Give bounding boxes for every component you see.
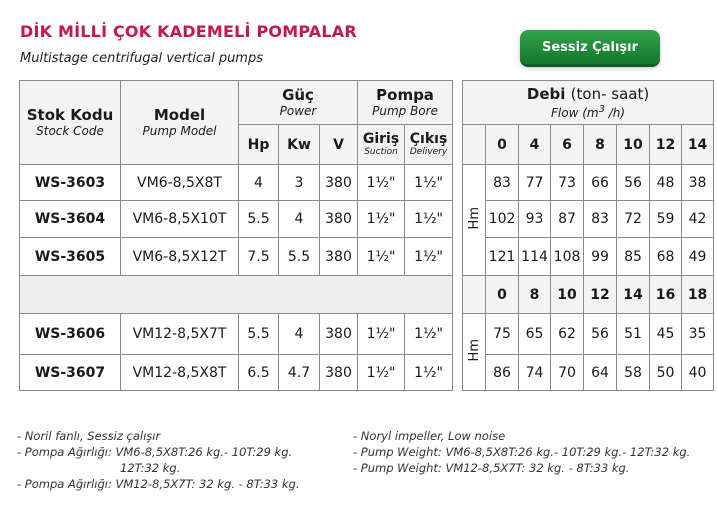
suction-cell: 1½" <box>358 201 405 238</box>
kw-cell: 5.5 <box>279 238 320 276</box>
flow-value-cell: 42 <box>682 201 714 238</box>
hm-header-spacer <box>463 125 486 165</box>
notes-tr <box>17 428 347 492</box>
flow-unit-en-end: /h) <box>604 105 626 120</box>
stock-code-cell: WS-3606 <box>20 314 121 355</box>
flow-value-cell: 50 <box>650 355 682 391</box>
model-label-en: Pump Model <box>142 124 217 138</box>
model-cell: VM6-8,5X8T <box>121 165 239 201</box>
volt-cell: 380 <box>320 238 358 276</box>
flow-col-header: 14 <box>617 276 650 314</box>
column-gap <box>453 276 463 314</box>
note-line: - Noril fanlı, Sessiz çalışır <box>17 429 161 443</box>
flow-value-cell: 62 <box>551 314 584 355</box>
column-gap <box>453 314 463 355</box>
note-line: - Noryl impeller, Low noise <box>353 429 506 443</box>
kw-cell: 4 <box>279 201 320 238</box>
kw-cell: 3 <box>279 165 320 201</box>
power-label-tr: Güç <box>282 86 314 104</box>
stock-code-cell: WS-3605 <box>20 238 121 276</box>
kw-header: Kw <box>279 125 320 165</box>
flow-value-cell: 73 <box>551 165 584 201</box>
power-label-en: Power <box>279 104 317 118</box>
hm-header-spacer <box>463 276 486 314</box>
silent-badge: Sessiz Çalışır <box>520 30 660 64</box>
flow-col-header: 10 <box>617 125 650 165</box>
note-line: - Pompa Ağırlığı: VM6-8,5X8T:26 kg.- 10T:29 kg. <box>17 445 293 459</box>
delivery-cell: 1½" <box>405 201 453 238</box>
flow-value-cell: 65 <box>519 314 551 355</box>
flow-col-header: 8 <box>584 125 617 165</box>
hp-cell: 4 <box>239 165 279 201</box>
flow-value-cell: 121 <box>486 238 519 276</box>
flow-value-cell: 40 <box>682 355 714 391</box>
column-gap <box>453 238 463 276</box>
model-header <box>121 81 239 165</box>
flow-value-cell: 58 <box>617 355 650 391</box>
hp-cell: 5.5 <box>239 201 279 238</box>
flow-col-header: 12 <box>650 125 682 165</box>
kw-cell: 4 <box>279 314 320 355</box>
flow-unit-tr: (ton- saat) <box>570 84 650 103</box>
flow-col-header: 12 <box>584 276 617 314</box>
suction-label-tr: Giriş <box>362 131 400 147</box>
flow-unit-superscript: 3 <box>598 103 605 115</box>
stock-code-label-en: Stock Code <box>36 124 104 138</box>
flow-col-header: 8 <box>519 276 551 314</box>
table-row <box>20 238 714 276</box>
flow-value-cell: 114 <box>519 238 551 276</box>
flow-label-en: Flow (m <box>551 105 599 120</box>
hp-header: Hp <box>239 125 279 165</box>
column-gap <box>453 165 463 201</box>
hp-cell: 5.5 <box>239 314 279 355</box>
delivery-cell: 1½" <box>405 238 453 276</box>
flow-value-cell: 70 <box>551 355 584 391</box>
delivery-header <box>405 125 453 165</box>
model-label-tr: Model <box>153 106 206 124</box>
pump-spec-table <box>19 80 714 391</box>
flow-value-cell: 48 <box>650 165 682 201</box>
delivery-label-tr: Çıkış <box>409 131 448 147</box>
flow-header <box>463 81 714 125</box>
flow-col-header: 14 <box>682 125 714 165</box>
page-subtitle: Multistage centrifugal vertical pumps <box>20 51 263 66</box>
volt-cell: 380 <box>320 201 358 238</box>
suction-header <box>358 125 405 165</box>
hm-label-cell <box>463 165 486 276</box>
stock-code-cell: WS-3603 <box>20 165 121 201</box>
delivery-cell: 1½" <box>405 165 453 201</box>
flow-value-cell: 72 <box>617 201 650 238</box>
table-row <box>20 165 714 201</box>
volt-header: V <box>320 125 358 165</box>
flow-value-cell: 87 <box>551 201 584 238</box>
flow-value-cell: 51 <box>617 314 650 355</box>
group-separator <box>20 276 453 314</box>
flow-value-cell: 64 <box>584 355 617 391</box>
group-separator-row <box>20 276 714 314</box>
note-line: - Pump Weight: VM12-8,5X7T: 32 kg. - 8T:33 kg. <box>353 461 630 475</box>
hp-cell: 7.5 <box>239 238 279 276</box>
flow-col-header: 16 <box>650 276 682 314</box>
flow-value-cell: 38 <box>682 165 714 201</box>
flow-value-cell: 83 <box>486 165 519 201</box>
flow-value-cell: 93 <box>519 201 551 238</box>
flow-label-tr: Debi <box>526 84 566 103</box>
column-gap <box>453 201 463 238</box>
flow-value-cell: 75 <box>486 314 519 355</box>
flow-value-cell: 77 <box>519 165 551 201</box>
suction-label-en: Suction <box>364 147 398 157</box>
suction-cell: 1½" <box>358 314 405 355</box>
flow-col-header: 6 <box>551 125 584 165</box>
flow-col-header: 10 <box>551 276 584 314</box>
flow-value-cell: 66 <box>584 165 617 201</box>
volt-cell: 380 <box>320 314 358 355</box>
note-line: - Pompa Ağırlığı: VM12-8,5X7T: 32 kg. - 8T:33 kg. <box>17 477 300 491</box>
power-header <box>239 81 358 125</box>
flow-value-cell: 85 <box>617 238 650 276</box>
volt-cell: 380 <box>320 355 358 391</box>
flow-value-cell: 83 <box>584 201 617 238</box>
flow-value-cell: 35 <box>682 314 714 355</box>
flow-value-cell: 86 <box>486 355 519 391</box>
stock-code-cell: WS-3607 <box>20 355 121 391</box>
column-gap <box>453 355 463 391</box>
flow-col-header: 0 <box>486 276 519 314</box>
delivery-cell: 1½" <box>405 355 453 391</box>
flow-value-cell: 108 <box>551 238 584 276</box>
delivery-label-en: Delivery <box>409 147 448 157</box>
hm-label: Hm <box>466 206 482 230</box>
flow-col-header: 4 <box>519 125 551 165</box>
suction-cell: 1½" <box>358 165 405 201</box>
hm-label: Hm <box>466 338 482 362</box>
table-row <box>20 201 714 238</box>
flow-value-cell: 56 <box>617 165 650 201</box>
flow-value-cell: 49 <box>682 238 714 276</box>
note-line: 12T:32 kg. <box>120 461 181 475</box>
model-cell: VM6-8,5X10T <box>121 201 239 238</box>
stock-code-header <box>20 81 121 165</box>
flow-value-cell: 68 <box>650 238 682 276</box>
suction-cell: 1½" <box>358 238 405 276</box>
flow-col-header: 18 <box>682 276 714 314</box>
flow-value-cell: 99 <box>584 238 617 276</box>
table-row <box>20 355 714 391</box>
hm-label-cell <box>463 314 486 391</box>
pump-bore-header <box>358 81 453 125</box>
note-line: - Pump Weight: VM6-8,5X8T:26 kg.- 10T:29 kg.- 12T:32 kg. <box>353 445 691 459</box>
delivery-cell: 1½" <box>405 314 453 355</box>
notes-en <box>353 428 713 476</box>
flow-value-cell: 45 <box>650 314 682 355</box>
hp-cell: 6.5 <box>239 355 279 391</box>
suction-cell: 1½" <box>358 355 405 391</box>
flow-value-cell: 59 <box>650 201 682 238</box>
pump-bore-label-tr: Pompa <box>376 86 434 104</box>
kw-cell: 4.7 <box>279 355 320 391</box>
flow-value-cell: 74 <box>519 355 551 391</box>
flow-col-header: 0 <box>486 125 519 165</box>
stock-code-cell: WS-3604 <box>20 201 121 238</box>
volt-cell: 380 <box>320 165 358 201</box>
model-cell: VM12-8,5X7T <box>121 314 239 355</box>
table-row <box>20 314 714 355</box>
page-title: DİK MİLLİ ÇOK KADEMELİ POMPALAR <box>20 22 357 41</box>
flow-value-cell: 56 <box>584 314 617 355</box>
model-cell: VM6-8,5X12T <box>121 238 239 276</box>
stock-code-label-tr: Stok Kodu <box>26 106 114 124</box>
model-cell: VM12-8,5X8T <box>121 355 239 391</box>
flow-value-cell: 102 <box>486 201 519 238</box>
column-gap <box>453 81 463 165</box>
pump-bore-label-en: Pump Bore <box>372 104 438 118</box>
